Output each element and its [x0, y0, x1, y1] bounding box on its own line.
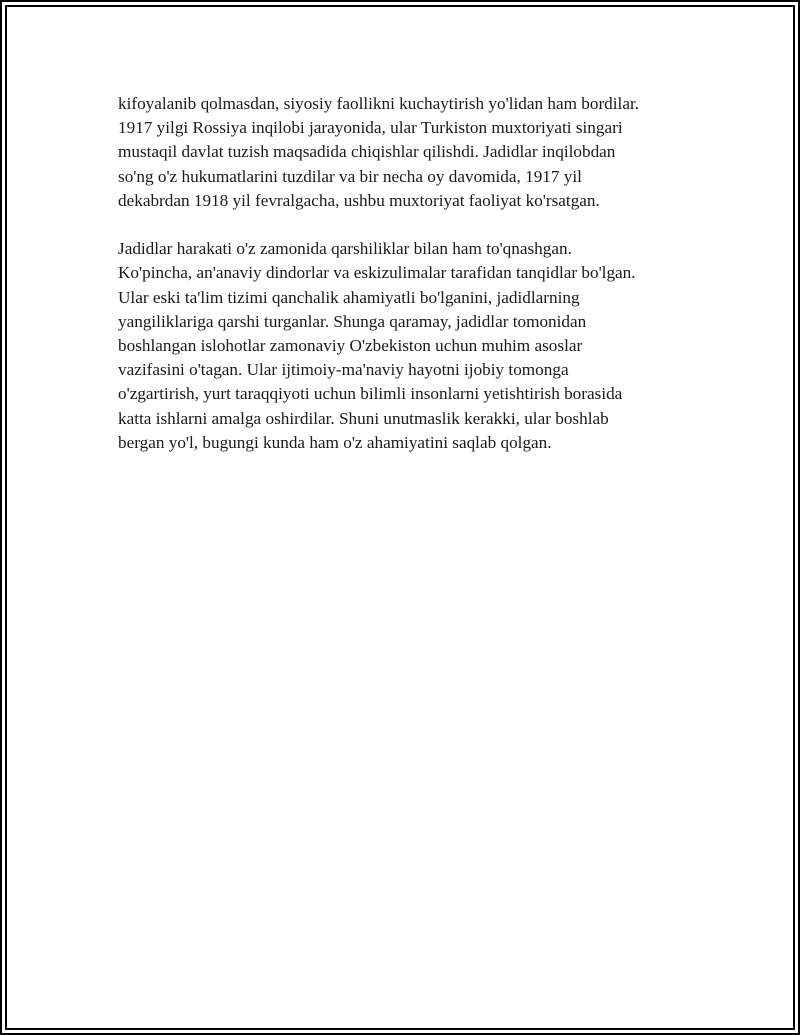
text-line: bergan yo'l, bugungi kunda ham o'z ahamiyatini saqlab qolgan.: [118, 432, 552, 452]
text-line: kifoyalanib qolmasdan, siyosiy faollikni kuchaytirish yo'lidan ham bordilar.: [118, 94, 640, 113]
paragraph-1: [118, 92, 698, 213]
text-line: Ular eski ta'lim tizimi qanchalik ahamiyatli bo'lganini, jadidlarning: [118, 287, 580, 307]
document-body: [118, 92, 698, 455]
text-line: o'zgartirish, yurt taraqqiyoti uchun bilimli insonlarni yetishtirish borasida: [118, 384, 623, 404]
text-line: 1917 yilgi Rossiya inqilobi jarayonida, ular Turkiston muxtoriyati singari: [118, 118, 623, 138]
text-line: dekabrdan 1918 yil fevralgacha, ushbu muxtoriyat faoliyat ko'rsatgan.: [118, 190, 600, 210]
text-line: vazifasini o'tagan. Ular ijtimoiy-ma'naviy hayotni ijobiy tomonga: [118, 360, 569, 380]
text-line: boshlangan islohotlar zamonaviy O'zbekiston uchun muhim asoslar: [118, 336, 583, 356]
text-line: Ko'pincha, an'anaviy dindorlar va eskizulimalar tarafidan tanqidlar bo'lgan.: [118, 263, 636, 283]
text-line: so'ng o'z hukumatlarini tuzdilar va bir necha oy davomida, 1917 yil: [118, 166, 582, 186]
text-line: yangiliklariga qarshi turganlar. Shunga qaramay, jadidlar tomonidan: [118, 311, 587, 331]
text-line: katta ishlarni amalga oshirdilar. Shuni unutmaslik kerakki, ular boshlab: [118, 408, 609, 428]
text-line: Jadidlar harakati o'z zamonida qarshiliklar bilan ham to'qnashgan.: [118, 239, 572, 259]
text-line: mustaqil davlat tuzish maqsadida chiqishlar qilishdi. Jadidlar inqilobdan: [118, 142, 616, 162]
paragraph-spacer: [118, 213, 698, 237]
paragraph-2: [118, 237, 698, 455]
